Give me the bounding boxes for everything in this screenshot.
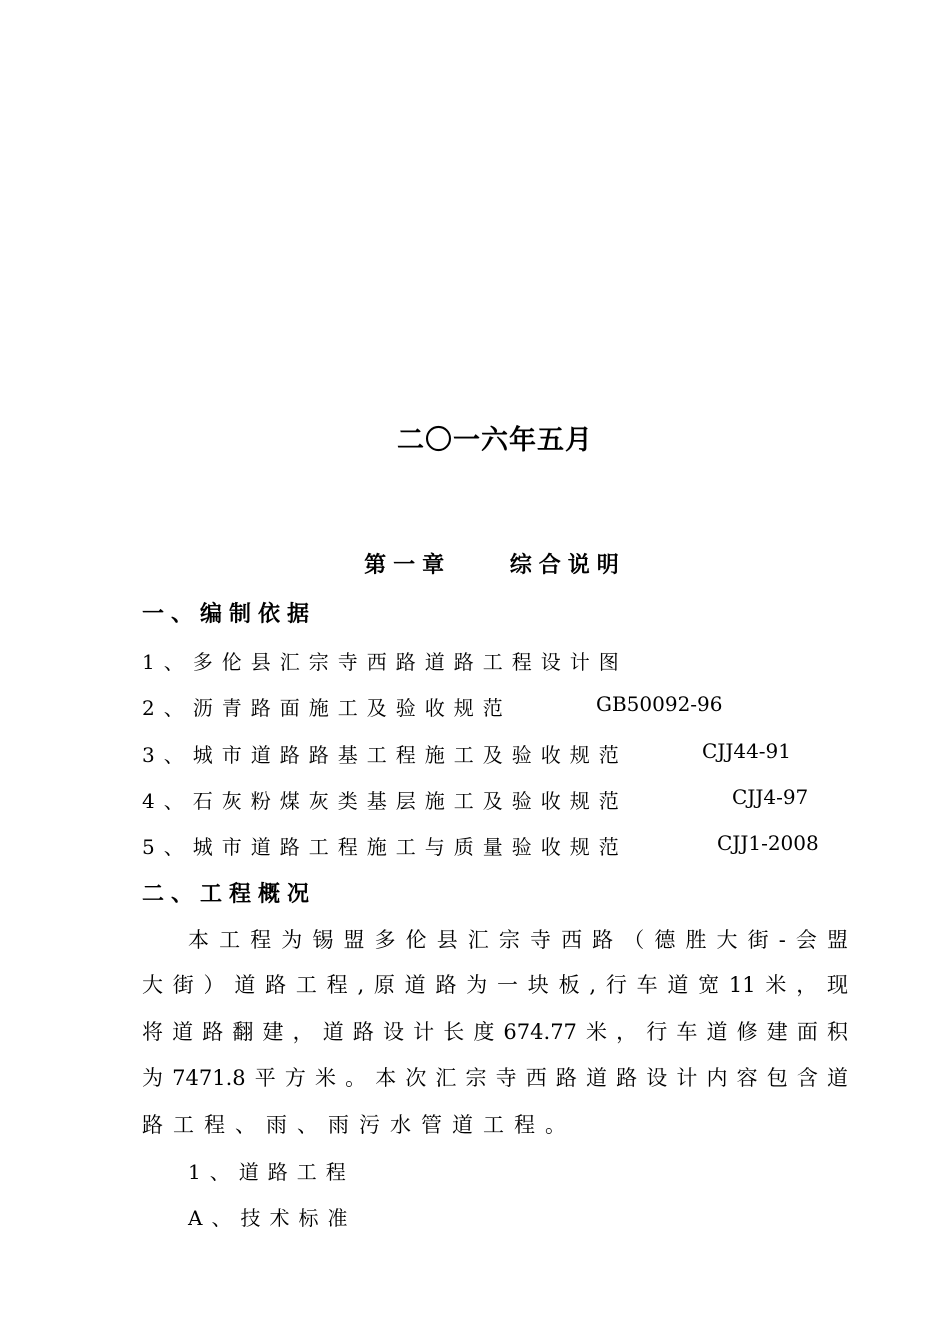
reference-number: 1、 (142, 650, 193, 674)
section-heading-basis: 一、编制依据 (142, 602, 317, 627)
reference-code: CJJ4-97 (732, 785, 809, 809)
reference-item (142, 831, 842, 860)
reference-title: 城市道路工程施工与质量验收规范 (192, 835, 628, 859)
reference-title: 多伦县汇宗寺西路道路工程设计图 (192, 650, 628, 674)
reference-number: 3、 (142, 743, 193, 767)
reference-title: 城市道路路基工程施工及验收规范 (192, 743, 628, 767)
reference-title: 沥青路面施工及验收规范 (192, 696, 512, 720)
document-date: 二〇一六年五月 (397, 425, 593, 456)
overview-paragraph-line: 大街）道路工程,原道路为一块板,行车道宽11米，现 (142, 973, 848, 997)
reference-number: 5、 (142, 835, 193, 859)
reference-number: 2、 (142, 696, 193, 720)
subsection-road: 1、道路工程 (188, 1160, 355, 1184)
reference-title: 石灰粉煤灰类基层施工及验收规范 (192, 789, 628, 813)
subsection-tech-standard: A、技术标准 (188, 1206, 357, 1230)
reference-item (142, 785, 842, 814)
reference-item (142, 646, 628, 675)
reference-code: CJJ44-91 (702, 739, 791, 763)
reference-code: CJJ1-2008 (717, 831, 819, 855)
chapter-title: 第一章 综合说明 (364, 553, 626, 578)
overview-paragraph-line: 本工程为锡盟多伦县汇宗寺西路（德胜大街-会盟 (188, 928, 848, 952)
reference-item (142, 739, 842, 768)
overview-paragraph-line: 为7471.8平方米。本次汇宗寺西路道路设计内容包含道 (142, 1066, 848, 1090)
reference-code: GB50092-96 (596, 692, 723, 716)
section-heading-overview: 二、工程概况 (142, 882, 317, 907)
reference-number: 4、 (142, 789, 193, 813)
reference-item (142, 692, 842, 721)
overview-paragraph-line: 将道路翻建，道路设计长度674.77米，行车道修建面积 (142, 1020, 848, 1044)
overview-paragraph-line: 路工程、雨、雨污水管道工程。 (142, 1113, 576, 1137)
